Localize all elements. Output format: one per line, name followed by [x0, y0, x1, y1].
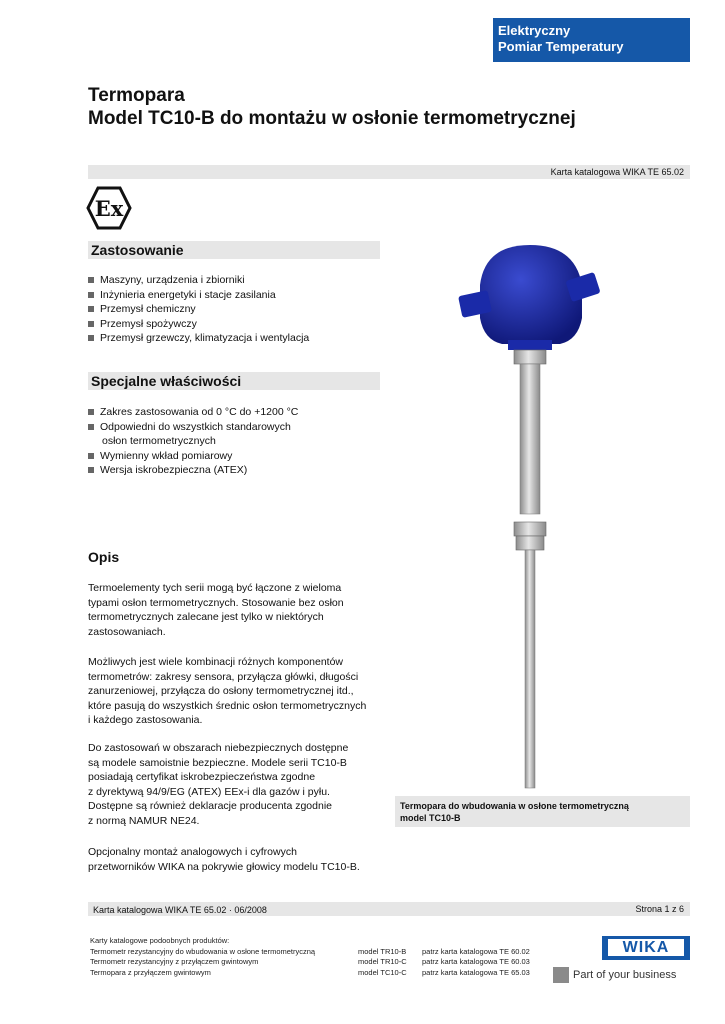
- table-row: [90, 957, 530, 968]
- figure-caption: [395, 796, 690, 827]
- related-ref: patrz karta katalogowa TE 65.03: [422, 967, 530, 977]
- related-model: model TC10-C: [358, 967, 407, 977]
- caption-line2: model TC10-B: [400, 813, 461, 823]
- table-row: [90, 968, 530, 979]
- list-item: Wersja iskrobezpieczna (ATEX): [88, 463, 298, 478]
- datasheet-ref: Karta katalogowa WIKA TE 65.02: [550, 167, 684, 177]
- footer-datasheet: Karta katalogowa WIKA TE 65.02 · 06/2008: [93, 905, 267, 915]
- list-item: Maszyny, urządzenia i zbiorniki: [88, 273, 309, 288]
- list-item: Przemysł grzewczy, klimatyzacja i wentylacja: [88, 331, 309, 346]
- features-heading: Specjalne właściwości: [88, 372, 380, 390]
- related-table: [90, 947, 530, 979]
- list-item: Zakres zastosowania od 0 °C do +1200 °C: [88, 405, 298, 420]
- list-item: Wymienny wkład pomiarowy: [88, 449, 298, 464]
- description-paragraph-1: Termoelementy tych serii mogą być łączone z wieloma typami osłon termometrycznych. Stosowanie bez osłon termometrycznych zalecane jest tylko w niektórych zastosowaniach.: [88, 582, 344, 638]
- title-line2: Model TC10-B do montażu w osłonie termometrycznej: [88, 108, 576, 129]
- related-ref: patrz karta katalogowa TE 60.03: [422, 957, 530, 966]
- applications-heading: Zastosowanie: [88, 241, 380, 259]
- list-item: Przemysł spożywczy: [88, 317, 309, 332]
- related-title: Karty katalogowe podoobnych produktów:: [90, 936, 230, 945]
- related-products: [90, 936, 530, 978]
- related-model: model TR10-C: [358, 957, 407, 966]
- wika-logo: [602, 936, 690, 960]
- datasheet-ref-bar: [88, 165, 690, 179]
- connection-head: [458, 245, 601, 350]
- ex-hexagon-icon: [86, 186, 132, 230]
- list-item-continuation: osłon termometrycznych: [102, 435, 216, 447]
- description-paragraph-2: Możliwych jest wiele kombinacji różnych komponentów termometrów: zakresy sensora, przyłącza główki, długości zanurzeniowej, przyłącza do osłony termometrycznej itd., które pasują do wszystkich średnic osłon termometrycznych i każdego zastosowania.: [88, 656, 367, 726]
- category-line1: Elektryczny: [498, 23, 571, 38]
- caption-line1: Termopara do wbudowania w osłone termometryczną: [400, 801, 629, 811]
- list-item: Przemysł chemiczny: [88, 302, 309, 317]
- table-row: [90, 947, 530, 958]
- description-paragraph-4: Opcjonalny montaż analogowych i cyfrowych przetworników WIKA na pokrywie głowicy modelu TC10-B.: [88, 846, 360, 873]
- description-heading: Opis: [88, 549, 120, 565]
- related-ref: patrz karta katalogowa TE 60.02: [422, 946, 530, 956]
- tagline-square-icon: [553, 967, 569, 983]
- related-name: Termopara z przyłączem gwintowym: [90, 967, 211, 977]
- related-name: Termometr rezystancyjny z przyłączem gwintowym: [90, 957, 259, 966]
- brand-tagline: [553, 966, 690, 984]
- page-title: [88, 84, 576, 130]
- ex-mark: Ex: [94, 196, 124, 221]
- features-list: [88, 405, 298, 478]
- footer-bar: [88, 902, 690, 916]
- tagline-text: Part of your business: [573, 969, 677, 981]
- description-paragraph-3: Do zastosowań w obszarach niebezpiecznych dostępne są modele samoistnie bezpieczne. Modele serii TC10-B posiadają certyfikat iskrobezpieczeństwa zgodne z dyrektywą 94/9/EG (ATEX) EEx-i dla gazów i pyłu. Dostępne są również deklaracje producenta zgodnie z normą NAMUR NE24.: [88, 742, 349, 827]
- category-box: [493, 18, 690, 62]
- page-number: Strona 1 z 6: [635, 904, 684, 914]
- thermocouple-illustration: [450, 240, 620, 792]
- related-model: model TR10-B: [358, 946, 407, 956]
- category-line2: Pomiar Temperatury: [498, 39, 624, 54]
- list-item: Odpowiedni do wszystkich standarowych: [88, 420, 298, 435]
- list-item: Inżynieria energetyki i stacje zasilania: [88, 288, 309, 303]
- wika-logo-text: WIKA: [608, 939, 684, 956]
- applications-list: [88, 273, 309, 346]
- title-line1: Termopara: [88, 85, 185, 106]
- related-name: Termometr rezystancyjny do wbudowania w osłone termometryczną: [90, 946, 316, 956]
